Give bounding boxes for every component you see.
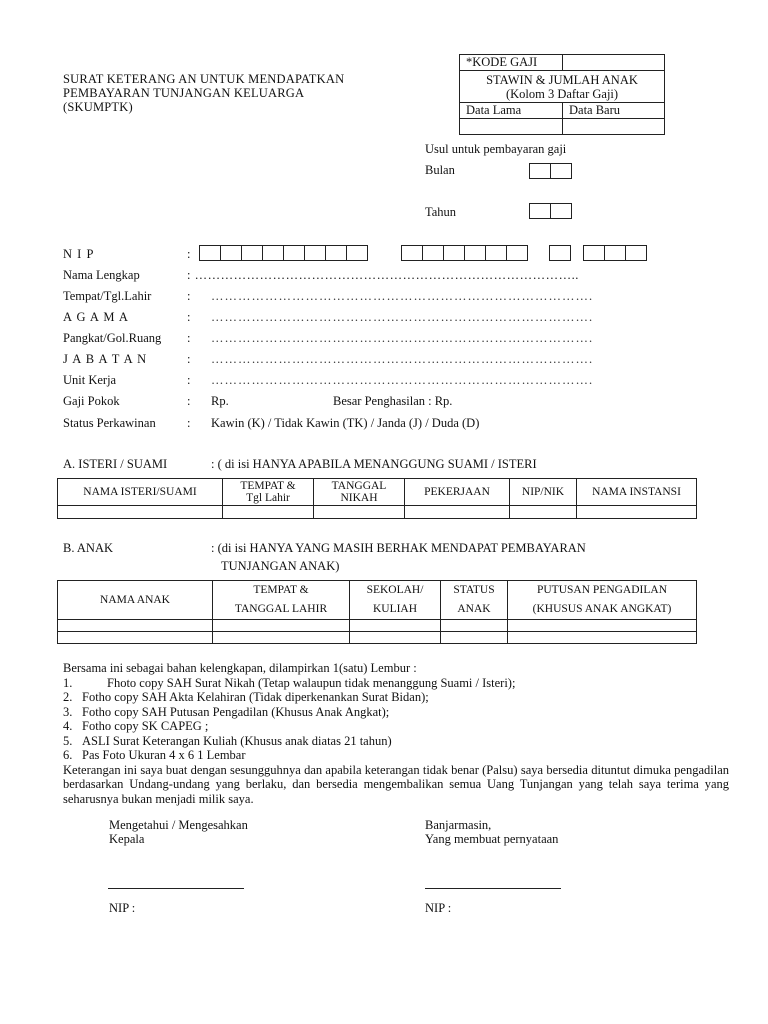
table-cell[interactable]	[314, 506, 405, 519]
col-tanggal-nikah: TANGGAL NIKAH	[314, 479, 405, 506]
nip-boxes-group-1[interactable]	[199, 245, 367, 261]
nip-right: NIP :	[425, 901, 452, 915]
table-cell[interactable]	[577, 506, 697, 519]
gaji-rp: Rp.	[211, 394, 229, 408]
col-nama-instansi: NAMA INSTANSI	[577, 479, 697, 506]
kode-gaji-value[interactable]	[563, 55, 665, 71]
table-cell[interactable]	[508, 620, 697, 632]
col-nama-anak: NAMA ANAK	[58, 581, 213, 620]
status-options[interactable]: Kawin (K) / Tidak Kawin (TK) / Janda (J) / Duda (D)	[211, 416, 480, 430]
list-text: ASLI Surat Keterangan Kuliah (Khusus anak diatas 21 tahun)	[82, 733, 392, 748]
header-text: TEMPAT &	[253, 584, 309, 596]
signature-right-block	[425, 818, 558, 846]
colon: :	[187, 394, 191, 408]
nip-boxes-group-4[interactable]	[583, 245, 646, 261]
nip-box[interactable]	[506, 245, 528, 261]
nip-box[interactable]	[422, 245, 444, 261]
list-number: 4.	[63, 719, 73, 733]
data-lama-label: Data Lama	[460, 103, 563, 119]
list-number: 5.	[63, 733, 73, 748]
col-pekerjaan: PEKERJAAN	[405, 479, 510, 506]
kolom-label: (Kolom 3 Daftar Gaji)	[505, 87, 619, 101]
table-cell[interactable]	[350, 620, 441, 632]
nip-label: N I P	[63, 247, 95, 261]
header-text: SEKOLAH/	[366, 584, 424, 596]
signature-line-right[interactable]	[425, 888, 561, 889]
list-item	[63, 705, 729, 720]
nip-boxes-group-3[interactable]	[549, 245, 570, 261]
tahun-label: Tahun	[425, 205, 457, 219]
usul-heading: Usul untuk pembayaran gaji	[425, 142, 567, 156]
list-number: 2.	[63, 690, 73, 704]
bulan-boxes[interactable]	[529, 163, 571, 179]
signature-line-left[interactable]	[108, 888, 244, 889]
kode-gaji-table	[459, 54, 665, 135]
title-line-3: (SKUMPTK)	[63, 100, 133, 114]
data-lama-value[interactable]	[460, 119, 563, 135]
table-cell[interactable]	[350, 632, 441, 644]
section-a-note: : ( di isi HANYA APABILA MENANGGUNG SUAMI / ISTERI	[211, 457, 537, 471]
col-sekolah	[350, 581, 441, 620]
list-item	[63, 748, 729, 763]
status-label: Status Perkawinan	[63, 416, 156, 430]
section-b-note-2: TUNJANGAN ANAK)	[221, 559, 340, 573]
header-text: TANGGAL LAHIR	[234, 603, 328, 615]
nama-dots[interactable]: : ……………………………………………………………………………..	[187, 268, 579, 282]
tempat-dots[interactable]: ………………………………………………………………………….	[211, 289, 594, 303]
unit-label: Unit Kerja	[63, 373, 117, 387]
section-b-note-1: : (di isi HANYA YANG MASIH BERHAK MENDAPAT PEMBAYARAN	[211, 541, 586, 555]
nip-box[interactable]	[464, 245, 486, 261]
pangkat-label: Pangkat/Gol.Ruang	[63, 331, 162, 345]
table-cell[interactable]	[441, 632, 508, 644]
col-nama-isteri: NAMA ISTERI/SUAMI	[58, 479, 223, 506]
tahun-box[interactable]	[529, 203, 551, 219]
table-cell[interactable]	[213, 632, 350, 644]
nip-box[interactable]	[325, 245, 347, 261]
colon: :	[187, 289, 191, 303]
agama-label: A G A M A	[63, 310, 129, 324]
list-number: 6.	[63, 748, 73, 762]
header-text: (KHUSUS ANAK ANGKAT)	[532, 603, 672, 615]
list-item	[63, 719, 729, 734]
signature-left-block	[109, 818, 248, 846]
table-cell[interactable]	[223, 506, 314, 519]
besar-penghasilan: Besar Penghasilan : Rp.	[333, 394, 453, 408]
nip-box[interactable]	[485, 245, 507, 261]
header-text: PUTUSAN PENGADILAN	[536, 584, 667, 596]
colon: :	[187, 247, 191, 261]
gaji-label: Gaji Pokok	[63, 394, 120, 408]
jabatan-label: J A B A T A N	[63, 352, 148, 366]
kode-gaji-label: *KODE GAJI	[460, 55, 563, 71]
colon: :	[187, 352, 191, 366]
pangkat-dots[interactable]: ………………………………………………………………………….	[211, 331, 594, 345]
col-status	[441, 581, 508, 620]
list-item	[63, 676, 729, 691]
bulan-box[interactable]	[529, 163, 551, 179]
anak-table	[57, 580, 697, 644]
table-cell[interactable]	[405, 506, 510, 519]
table-cell[interactable]	[510, 506, 577, 519]
table-cell[interactable]	[441, 620, 508, 632]
col-putusan	[508, 581, 697, 620]
data-baru-label: Data Baru	[563, 103, 665, 119]
colon: :	[187, 331, 191, 345]
nip-box[interactable]	[199, 245, 221, 261]
stawin-cell	[460, 71, 665, 103]
attachments	[63, 661, 729, 806]
nip-box[interactable]	[625, 245, 647, 261]
nip-box[interactable]	[241, 245, 263, 261]
tahun-boxes[interactable]	[529, 203, 571, 219]
nip-box[interactable]	[443, 245, 465, 261]
table-cell[interactable]	[508, 632, 697, 644]
list-number: 1.	[63, 675, 73, 690]
attachments-intro: Bersama ini sebagai bahan kelengkapan, dilampirkan 1(satu) Lembur :	[63, 661, 417, 675]
section-b-label: B. ANAK	[63, 541, 114, 555]
tahun-box[interactable]	[550, 203, 572, 219]
table-cell[interactable]	[58, 620, 213, 632]
bulan-box[interactable]	[550, 163, 572, 179]
list-text: Fhoto copy SAH Surat Nikah (Tetap walaupun tidak menanggung Suami / Isteri);	[82, 675, 516, 690]
table-cell[interactable]	[213, 620, 350, 632]
colon: :	[187, 310, 191, 324]
nip-box[interactable]	[262, 245, 284, 261]
title-line-1: SURAT KETERANG AN UNTUK MENDAPATKAN	[63, 72, 345, 86]
banjarmasin-label: Banjarmasin,	[425, 818, 492, 832]
nip-box[interactable]	[549, 245, 571, 261]
jabatan-dots[interactable]: ………………………………………………………………………….	[211, 352, 594, 366]
nip-box[interactable]	[401, 245, 423, 261]
nama-label: Nama Lengkap	[63, 268, 140, 282]
header-text: ANAK	[457, 603, 491, 615]
stawin-label: STAWIN & JUMLAH ANAK	[486, 73, 638, 87]
col-tempat-lahir: TEMPAT & Tgl Lahir	[223, 479, 314, 506]
col-nip-nik: NIP/NIK	[510, 479, 577, 506]
header-text: KULIAH	[372, 603, 418, 615]
table-cell[interactable]	[58, 632, 213, 644]
list-text: Fotho copy SK CAPEG ;	[82, 719, 209, 733]
nip-box[interactable]	[604, 245, 626, 261]
col-tempat-tanggal-lahir	[213, 581, 350, 620]
data-baru-value[interactable]	[563, 119, 665, 135]
section-a-label: A. ISTERI / SUAMI	[63, 457, 168, 471]
nip-boxes-group-2[interactable]	[401, 245, 527, 261]
bulan-label: Bulan	[425, 163, 455, 177]
document-title	[63, 72, 344, 114]
istri-suami-table	[57, 478, 697, 519]
list-text: Fotho copy SAH Putusan Pengadilan (Khusus Anak Angkat);	[82, 704, 390, 719]
statement-paragraph: Keterangan ini saya buat dengan sesungguhnya dan apabila keterangan tidak benar (Palsu) saya bersedia dituntut dimuka pengadilan berdasarkan Undang-undang yang berlaku, dan bersedia mengembalikan semua Uang Tunjangan yang telah saya terima yang seharusnya bukan menjadi milik saya.	[63, 762, 729, 806]
nip-box[interactable]	[583, 245, 605, 261]
list-item	[63, 690, 729, 705]
nip-box[interactable]	[346, 245, 368, 261]
header-text: STATUS	[453, 584, 495, 596]
table-cell[interactable]	[58, 506, 223, 519]
list-number: 3.	[63, 704, 73, 719]
nip-box[interactable]	[304, 245, 326, 261]
colon: :	[187, 373, 191, 387]
mengetahui-label: Mengetahui / Mengesahkan	[109, 818, 248, 832]
agama-dots[interactable]: ………………………………………………………………………….	[211, 310, 594, 324]
list-item	[63, 734, 729, 749]
list-text: Fotho copy SAH Akta Kelahiran (Tidak diperkenankan Surat Bidan);	[82, 690, 429, 704]
kepala-label: Kepala	[109, 832, 145, 846]
unit-dots[interactable]: ………………………………………………………………………….	[211, 373, 594, 387]
colon: :	[187, 416, 191, 430]
list-text: Pas Foto Ukuran 4 x 6 1 Lembar	[82, 748, 246, 762]
tempat-label: Tempat/Tgl.Lahir	[63, 289, 152, 303]
title-line-2: PEMBAYARAN TUNJANGAN KELUARGA	[63, 86, 305, 100]
nip-left: NIP :	[109, 901, 136, 915]
nip-box[interactable]	[283, 245, 305, 261]
nip-box[interactable]	[220, 245, 242, 261]
pernyataan-label: Yang membuat pernyataan	[425, 832, 559, 846]
